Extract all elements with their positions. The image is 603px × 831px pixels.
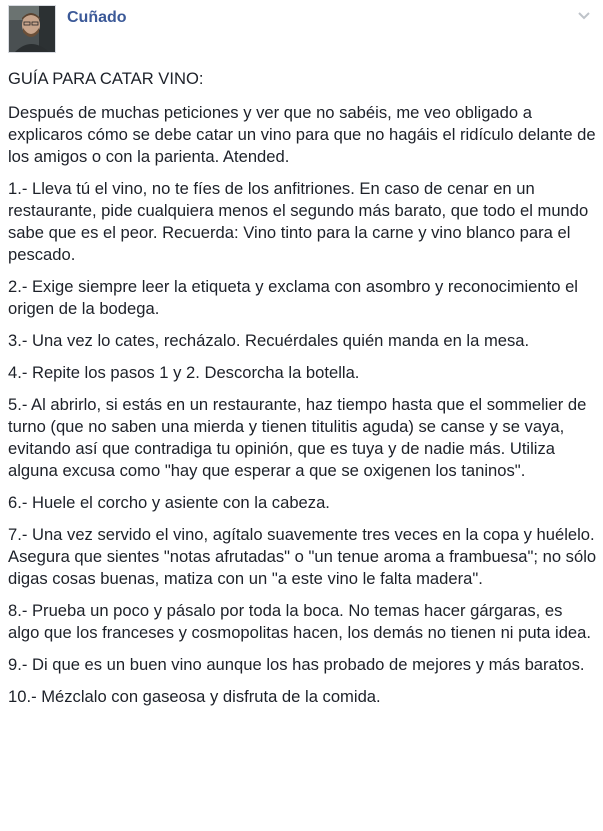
step-paragraph: 2.- Exige siempre leer la etiqueta y exclama con asombro y reconocimiento el origen de la bodega.: [8, 277, 578, 318]
step-paragraph: 5.- Al abrirlo, si estás en un restaurante, haz tiempo hasta que el sommelier de turno (que no saben una mierda y tienen titulitis aguda) se canse y se vaya, evitando así que contradiga tu opinión, que es tuya y de nadie más. Utiliza alguna excusa como "hay que esperar a que se oxigenen los taninos".: [8, 395, 587, 480]
post-title: GUÍA PARA CATAR VINO:: [8, 69, 204, 88]
user-avatar-photo[interactable]: [8, 5, 56, 53]
avatar-image: [9, 6, 55, 52]
post-header: [0, 0, 603, 68]
step-paragraph: 1.- Lleva tú el vino, no te fíes de los anfitriones. En caso de cenar en un restaurante, pide cualquiera menos el segundo más barato, que todo el mundo sabe que es el peor. Recuerda: Vino tinto para la carne y vino blanco para el pescado.: [8, 179, 589, 264]
step-paragraph: 9.- Di que es un buen vino aunque los has probado de mejores y más baratos.: [8, 655, 585, 674]
step-paragraph: 6.- Huele el corcho y asiente con la cabeza.: [8, 493, 330, 512]
step-paragraph: 10.- Mézclalo con gaseosa y disfruta de la comida.: [8, 687, 381, 706]
post-body: [8, 68, 598, 718]
step-paragraph: 8.- Prueba un poco y pásalo por toda la boca. No temas hacer gárgaras, es algo que los franceses y cosmopolitas hacen, los demás no tienen ni puta idea.: [8, 601, 591, 642]
chevron-down-icon[interactable]: [577, 9, 591, 23]
step-paragraph: 7.- Una vez servido el vino, agítalo suavemente tres veces en la copa y huélelo. Asegura que sientes "notas afrutadas" o "un tenue aroma a frambuesa"; no sólo digas cosas buenas, matiza con un "a este vino le falta madera".: [8, 525, 597, 588]
step-paragraph: 3.- Una vez lo cates, recházalo. Recuérdales quién manda en la mesa.: [8, 331, 530, 350]
step-paragraph: 4.- Repite los pasos 1 y 2. Descorcha la botella.: [8, 363, 360, 382]
post-intro: Después de muchas peticiones y ver que no sabéis, me veo obligado a explicaros cómo se debe catar un vino para que no hagáis el ridículo delante de los amigos o con la parienta. Atended.: [8, 103, 596, 166]
post-author-name[interactable]: Cuñado: [67, 9, 127, 26]
